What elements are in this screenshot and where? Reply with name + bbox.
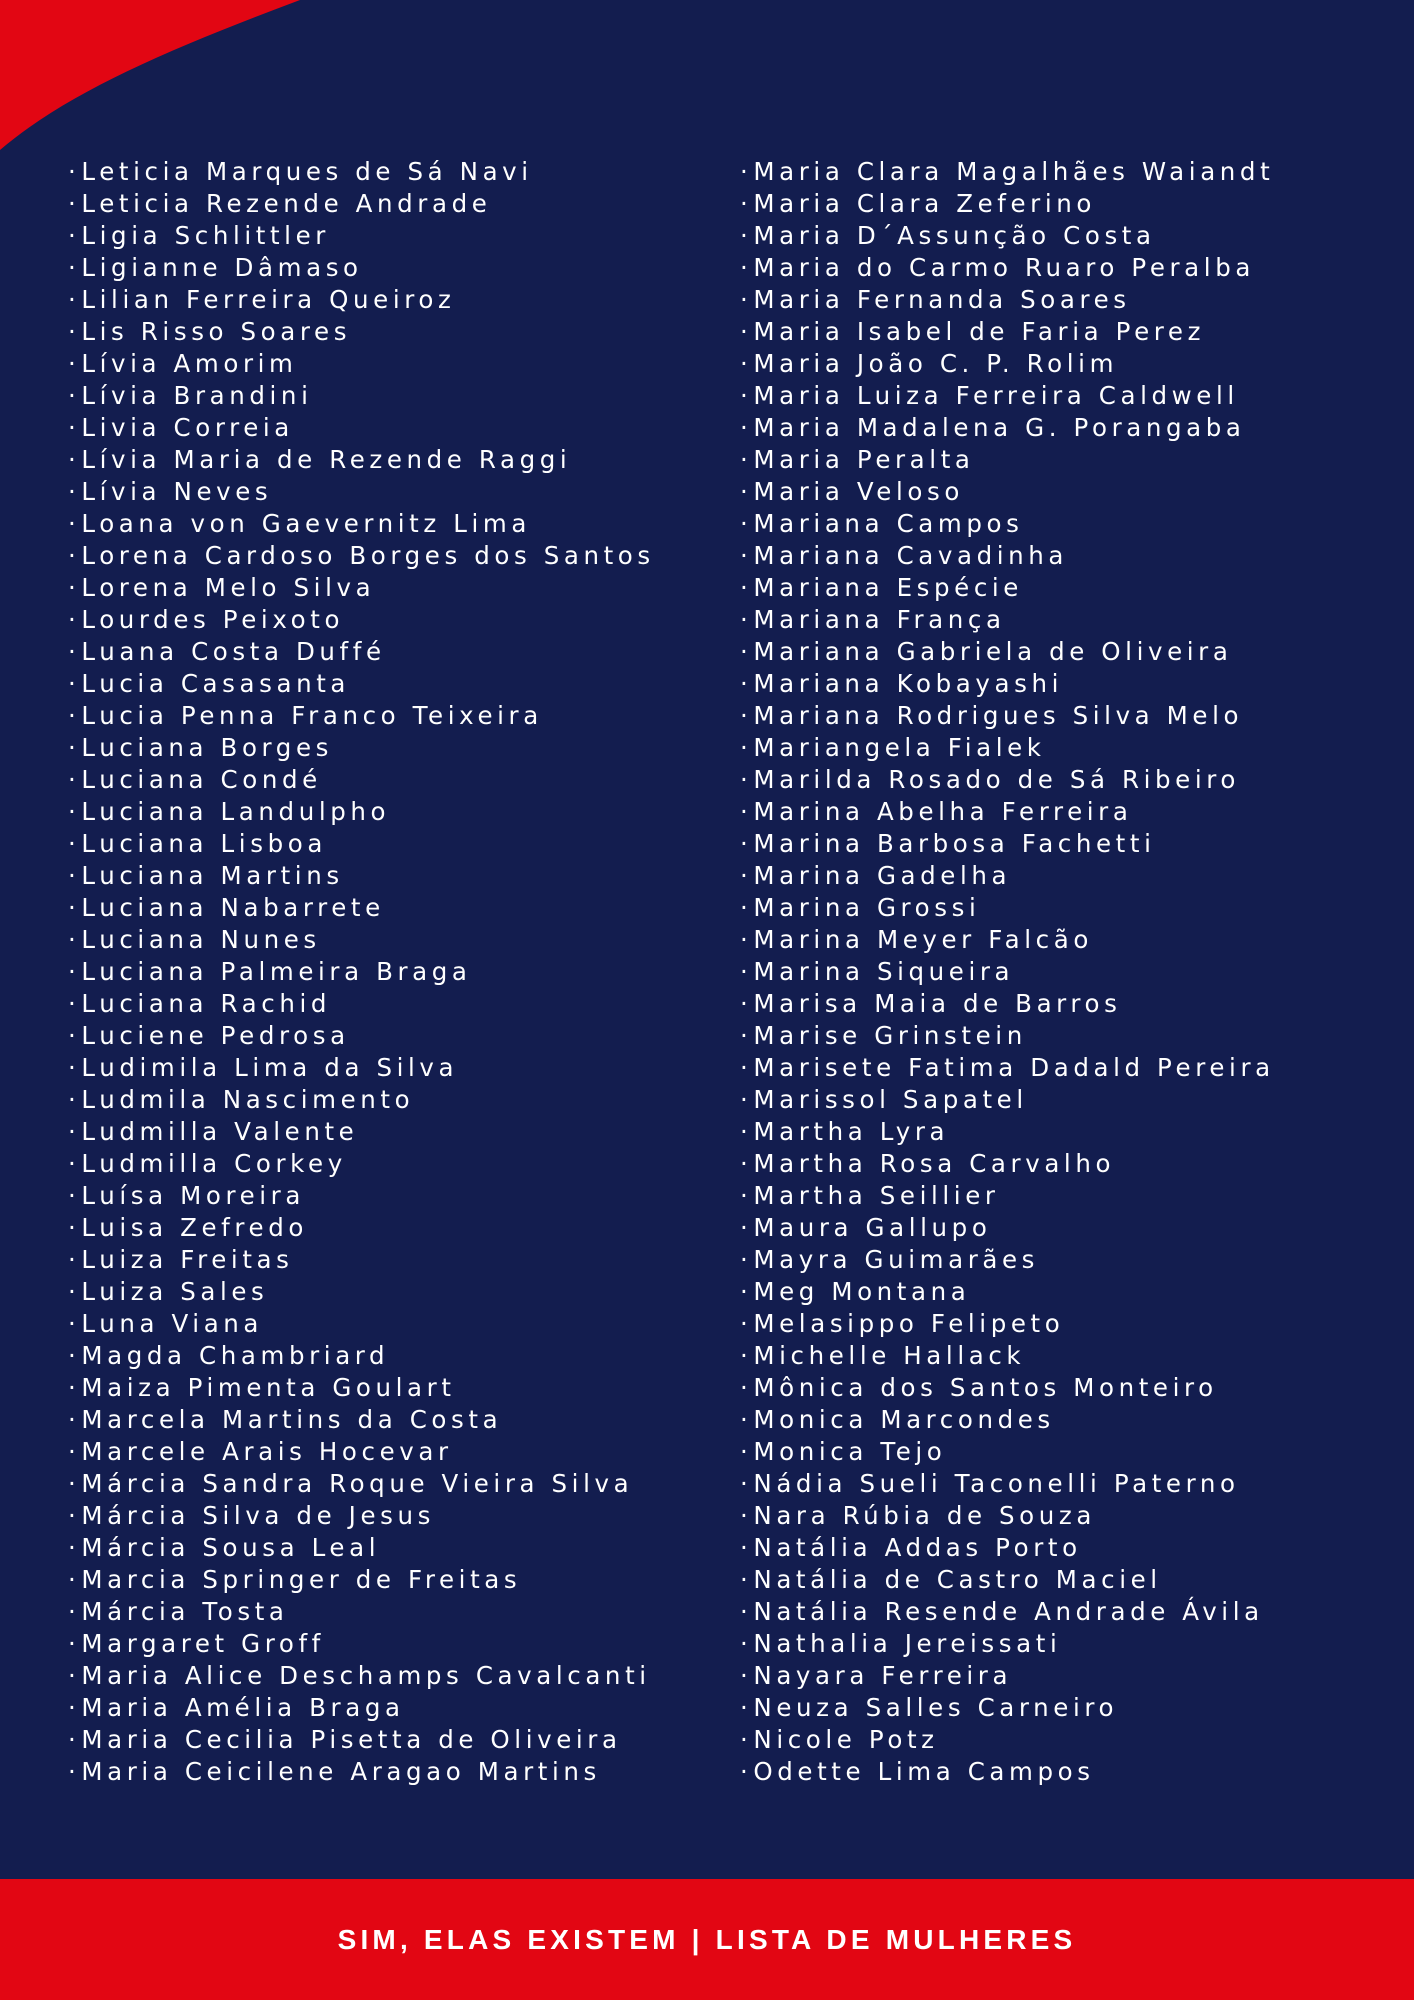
- name-list-item: · Monica Marcondes: [740, 1404, 1275, 1436]
- name-list-item: · Lourdes Peixoto: [68, 604, 655, 636]
- name-list-item: · Martha Rosa Carvalho: [740, 1148, 1275, 1180]
- name-list-item: · Nara Rúbia de Souza: [740, 1500, 1275, 1532]
- name-list-item: · Marisa Maia de Barros: [740, 988, 1275, 1020]
- name-list-item: · Lucia Penna Franco Teixeira: [68, 700, 655, 732]
- name-list-item: · Marina Gadelha: [740, 860, 1275, 892]
- name-list-item: · Nayara Ferreira: [740, 1660, 1275, 1692]
- name-list-item: · Luciana Borges: [68, 732, 655, 764]
- name-list-item: · Mônica dos Santos Monteiro: [740, 1372, 1275, 1404]
- footer-title: SIM, ELAS EXISTEM | LISTA DE MULHERES: [337, 1923, 1077, 1955]
- name-list-item: · Mariana Gabriela de Oliveira: [740, 636, 1275, 668]
- name-list-item: · Natália Resende Andrade Ávila: [740, 1596, 1275, 1628]
- name-list-item: · Ludmilla Valente: [68, 1116, 655, 1148]
- name-list-item: · Marina Barbosa Fachetti: [740, 828, 1275, 860]
- name-list-item: · Marcela Martins da Costa: [68, 1404, 655, 1436]
- name-list-item: · Maria do Carmo Ruaro Peralba: [740, 252, 1275, 284]
- name-list-item: · Maria Veloso: [740, 476, 1275, 508]
- name-list-item: · Marcia Springer de Freitas: [68, 1564, 655, 1596]
- name-list-item: · Luisa Zefredo: [68, 1212, 655, 1244]
- name-list-item: · Maria Fernanda Soares: [740, 284, 1275, 316]
- red-corner-swoosh: [0, 0, 300, 160]
- name-list-item: · Maria Amélia Braga: [68, 1692, 655, 1724]
- name-list-item: · Marilda Rosado de Sá Ribeiro: [740, 764, 1275, 796]
- name-list-item: · Márcia Silva de Jesus: [68, 1500, 655, 1532]
- name-list-item: · Luiza Sales: [68, 1276, 655, 1308]
- name-list-item: · Mayra Guimarães: [740, 1244, 1275, 1276]
- name-list-item: · Maria Peralta: [740, 444, 1275, 476]
- name-list-item: · Mariana Cavadinha: [740, 540, 1275, 572]
- names-column-right: [740, 156, 1275, 1788]
- name-list-item: · Lívia Amorim: [68, 348, 655, 380]
- footer-banner: [0, 1879, 1414, 2000]
- name-list-item: · Ludimila Lima da Silva: [68, 1052, 655, 1084]
- name-list-item: · Luciana Nunes: [68, 924, 655, 956]
- name-list-item: · Luciana Landulpho: [68, 796, 655, 828]
- name-list-item: · Lorena Melo Silva: [68, 572, 655, 604]
- name-list-item: · Luana Costa Duffé: [68, 636, 655, 668]
- name-list-item: · Maria Ceicilene Aragao Martins: [68, 1756, 655, 1788]
- name-list-item: · Marina Meyer Falcão: [740, 924, 1275, 956]
- name-list-item: · Maria Isabel de Faria Perez: [740, 316, 1275, 348]
- name-list-item: · Natália Addas Porto: [740, 1532, 1275, 1564]
- name-list-item: · Lívia Brandini: [68, 380, 655, 412]
- name-list-item: · Lorena Cardoso Borges dos Santos: [68, 540, 655, 572]
- name-list-item: · Maria Alice Deschamps Cavalcanti: [68, 1660, 655, 1692]
- name-list-item: · Nathalia Jereissati: [740, 1628, 1275, 1660]
- name-list-item: · Martha Lyra: [740, 1116, 1275, 1148]
- name-list-item: · Marina Grossi: [740, 892, 1275, 924]
- name-list-item: · Lívia Maria de Rezende Raggi: [68, 444, 655, 476]
- name-list-item: · Marisete Fatima Dadald Pereira: [740, 1052, 1275, 1084]
- name-list-item: · Mariana França: [740, 604, 1275, 636]
- name-list-item: · Michelle Hallack: [740, 1340, 1275, 1372]
- name-list-item: · Maria João C. P. Rolim: [740, 348, 1275, 380]
- name-list-item: · Lucia Casasanta: [68, 668, 655, 700]
- name-list-item: · Melasippo Felipeto: [740, 1308, 1275, 1340]
- name-list-item: · Martha Seillier: [740, 1180, 1275, 1212]
- name-list-item: · Magda Chambriard: [68, 1340, 655, 1372]
- name-list-item: · Leticia Rezende Andrade: [68, 188, 655, 220]
- names-column-left: [68, 156, 655, 1788]
- name-list-item: · Ligianne Dâmaso: [68, 252, 655, 284]
- name-list-item: · Luciene Pedrosa: [68, 1020, 655, 1052]
- name-list-item: · Ludmila Nascimento: [68, 1084, 655, 1116]
- name-list-item: · Ludmilla Corkey: [68, 1148, 655, 1180]
- name-list-item: · Maiza Pimenta Goulart: [68, 1372, 655, 1404]
- name-list-item: · Margaret Groff: [68, 1628, 655, 1660]
- name-list-item: · Luísa Moreira: [68, 1180, 655, 1212]
- name-list-item: · Marina Abelha Ferreira: [740, 796, 1275, 828]
- name-list-item: · Marina Siqueira: [740, 956, 1275, 988]
- name-list-item: · Maria D´Assunção Costa: [740, 220, 1275, 252]
- name-list-item: · Natália de Castro Maciel: [740, 1564, 1275, 1596]
- name-list-item: · Luiza Freitas: [68, 1244, 655, 1276]
- name-list-item: · Maura Gallupo: [740, 1212, 1275, 1244]
- name-list-item: · Maria Luiza Ferreira Caldwell: [740, 380, 1275, 412]
- name-list-item: · Maria Clara Zeferino: [740, 188, 1275, 220]
- name-list-item: · Márcia Sandra Roque Vieira Silva: [68, 1468, 655, 1500]
- name-list-item: · Márcia Sousa Leal: [68, 1532, 655, 1564]
- name-list-item: · Luciana Rachid: [68, 988, 655, 1020]
- name-list-item: · Mariana Espécie: [740, 572, 1275, 604]
- name-list-item: · Marise Grinstein: [740, 1020, 1275, 1052]
- name-list-item: · Loana von Gaevernitz Lima: [68, 508, 655, 540]
- name-list-item: · Luciana Palmeira Braga: [68, 956, 655, 988]
- name-list-item: · Lis Risso Soares: [68, 316, 655, 348]
- name-list-item: · Marcele Arais Hocevar: [68, 1436, 655, 1468]
- name-list-item: · Luciana Lisboa: [68, 828, 655, 860]
- name-list-item: · Odette Lima Campos: [740, 1756, 1275, 1788]
- name-list-item: · Maria Clara Magalhães Waiandt: [740, 156, 1275, 188]
- name-list-item: · Luna Viana: [68, 1308, 655, 1340]
- name-list-item: · Livia Correia: [68, 412, 655, 444]
- name-list-item: · Meg Montana: [740, 1276, 1275, 1308]
- name-list-item: · Nádia Sueli Taconelli Paterno: [740, 1468, 1275, 1500]
- name-list-item: · Luciana Nabarrete: [68, 892, 655, 924]
- name-list-item: · Marissol Sapatel: [740, 1084, 1275, 1116]
- name-list-item: · Luciana Condé: [68, 764, 655, 796]
- name-list-item: · Mariana Kobayashi: [740, 668, 1275, 700]
- name-list-item: · Maria Cecilia Pisetta de Oliveira: [68, 1724, 655, 1756]
- name-list-item: · Neuza Salles Carneiro: [740, 1692, 1275, 1724]
- name-list-item: · Luciana Martins: [68, 860, 655, 892]
- name-list-item: · Ligia Schlittler: [68, 220, 655, 252]
- name-list-item: · Lívia Neves: [68, 476, 655, 508]
- name-list-item: · Mariana Campos: [740, 508, 1275, 540]
- name-list-item: · Maria Madalena G. Porangaba: [740, 412, 1275, 444]
- name-list-item: · Lilian Ferreira Queiroz: [68, 284, 655, 316]
- name-list-item: · Márcia Tosta: [68, 1596, 655, 1628]
- name-list-item: · Leticia Marques de Sá Navi: [68, 156, 655, 188]
- name-list-item: · Mariangela Fialek: [740, 732, 1275, 764]
- name-list-item: · Nicole Potz: [740, 1724, 1275, 1756]
- name-list-item: · Mariana Rodrigues Silva Melo: [740, 700, 1275, 732]
- name-list-item: · Monica Tejo: [740, 1436, 1275, 1468]
